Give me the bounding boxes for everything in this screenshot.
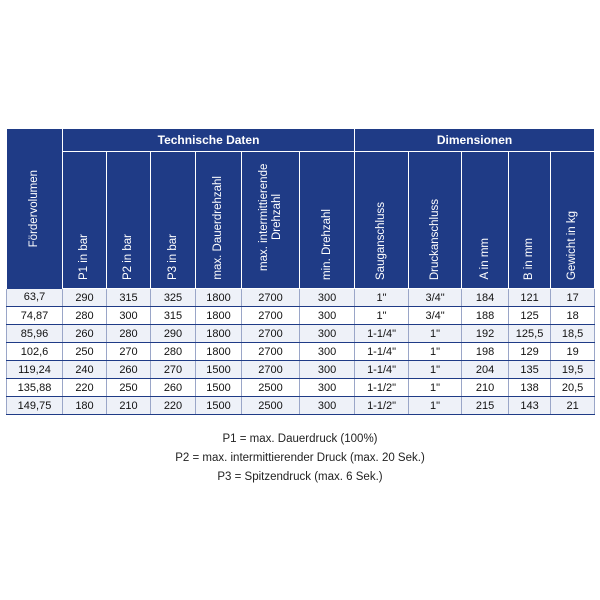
cell: 300: [300, 379, 355, 397]
cell: 215: [462, 397, 509, 415]
cell: 85,96: [7, 325, 63, 343]
cell: 220: [63, 379, 107, 397]
cell: 1": [409, 361, 462, 379]
cell: 20,5: [551, 379, 595, 397]
cell: 1": [355, 289, 409, 307]
group-header-dimensions: Dimensionen: [355, 129, 595, 152]
table-row: [7, 379, 595, 397]
col-header-max-intermittierende-drehzahl: max. intermittierende Drehzahl: [242, 152, 300, 289]
cell: 2500: [242, 379, 300, 397]
cell: 1": [409, 397, 462, 415]
cell: 125: [509, 307, 551, 325]
cell: 250: [107, 379, 151, 397]
col-header-p1: P1 in bar: [63, 152, 107, 289]
pressure-legend: [0, 430, 600, 487]
cell: 1-1/4": [355, 361, 409, 379]
cell: 1800: [196, 307, 242, 325]
cell: 325: [151, 289, 196, 307]
cell: 119,24: [7, 361, 63, 379]
cell: 250: [63, 343, 107, 361]
col-header-foerdervolumen: Fördervolumen: [7, 129, 63, 289]
cell: 1-1/2": [355, 397, 409, 415]
cell: 1500: [196, 379, 242, 397]
cell: 280: [151, 343, 196, 361]
cell: 2500: [242, 397, 300, 415]
cell: 1-1/4": [355, 325, 409, 343]
cell: 315: [151, 307, 196, 325]
cell: 21: [551, 397, 595, 415]
cell: 3/4": [409, 307, 462, 325]
cell: 300: [300, 325, 355, 343]
legend-p3: P3 = Spitzendruck (max. 6 Sek.): [217, 471, 383, 483]
col-header-min-drehzahl: min. Drehzahl: [300, 152, 355, 289]
spec-table-container: [6, 128, 594, 415]
cell: 210: [107, 397, 151, 415]
cell: 2700: [242, 343, 300, 361]
cell: 143: [509, 397, 551, 415]
cell: 3/4": [409, 289, 462, 307]
cell: 74,87: [7, 307, 63, 325]
cell: 17: [551, 289, 595, 307]
cell: 198: [462, 343, 509, 361]
cell: 2700: [242, 289, 300, 307]
col-header-a-in-mm: A in mm: [462, 152, 509, 289]
group-header-technical: Technische Daten: [63, 129, 355, 152]
table-row: [7, 325, 595, 343]
cell: 149,75: [7, 397, 63, 415]
cell: 1-1/4": [355, 343, 409, 361]
cell: 1500: [196, 361, 242, 379]
cell: 188: [462, 307, 509, 325]
cell: 18: [551, 307, 595, 325]
cell: 18,5: [551, 325, 595, 343]
cell: 210: [462, 379, 509, 397]
cell: 138: [509, 379, 551, 397]
cell: 1": [355, 307, 409, 325]
cell: 260: [63, 325, 107, 343]
col-header-p3: P3 in bar: [151, 152, 196, 289]
cell: 300: [300, 397, 355, 415]
cell: 270: [151, 361, 196, 379]
cell: 1800: [196, 289, 242, 307]
table-row: [7, 307, 595, 325]
legend-p2: P2 = max. intermittierender Druck (max. 20 Sek.): [175, 452, 425, 464]
cell: 184: [462, 289, 509, 307]
cell: 180: [63, 397, 107, 415]
col-header-max-dauerdrehzahl: max. Dauerdrehzahl: [196, 152, 242, 289]
cell: 1-1/2": [355, 379, 409, 397]
cell: 240: [63, 361, 107, 379]
cell: 220: [151, 397, 196, 415]
col-header-b-in-mm: B in mm: [509, 152, 551, 289]
cell: 315: [107, 289, 151, 307]
cell: 204: [462, 361, 509, 379]
cell: 290: [63, 289, 107, 307]
cell: 129: [509, 343, 551, 361]
col-header-gewicht: Gewicht in kg: [551, 152, 595, 289]
cell: 300: [300, 307, 355, 325]
cell: 300: [300, 343, 355, 361]
cell: 19: [551, 343, 595, 361]
table-row: [7, 397, 595, 415]
cell: 1": [409, 325, 462, 343]
cell: 300: [300, 289, 355, 307]
table-row: [7, 289, 595, 307]
cell: 270: [107, 343, 151, 361]
cell: 192: [462, 325, 509, 343]
col-header-sauganschluss: Sauganschluss: [355, 152, 409, 289]
legend-p1: P1 = max. Dauerdruck (100%): [222, 433, 378, 445]
cell: 300: [300, 361, 355, 379]
cell: 1": [409, 343, 462, 361]
cell: 121: [509, 289, 551, 307]
technical-spec-table: [6, 128, 595, 415]
cell: 260: [151, 379, 196, 397]
cell: 280: [107, 325, 151, 343]
cell: 290: [151, 325, 196, 343]
cell: 280: [63, 307, 107, 325]
cell: 19,5: [551, 361, 595, 379]
cell: 1800: [196, 343, 242, 361]
cell: 135,88: [7, 379, 63, 397]
cell: 2700: [242, 361, 300, 379]
col-header-p2: P2 in bar: [107, 152, 151, 289]
table-row: [7, 343, 595, 361]
cell: 125,5: [509, 325, 551, 343]
cell: 300: [107, 307, 151, 325]
cell: 1800: [196, 325, 242, 343]
cell: 135: [509, 361, 551, 379]
cell: 1": [409, 379, 462, 397]
cell: 1500: [196, 397, 242, 415]
cell: 260: [107, 361, 151, 379]
col-header-druckanschluss: Druckanschluss: [409, 152, 462, 289]
cell: 102,6: [7, 343, 63, 361]
table-row: [7, 361, 595, 379]
cell: 63,7: [7, 289, 63, 307]
cell: 2700: [242, 307, 300, 325]
cell: 2700: [242, 325, 300, 343]
